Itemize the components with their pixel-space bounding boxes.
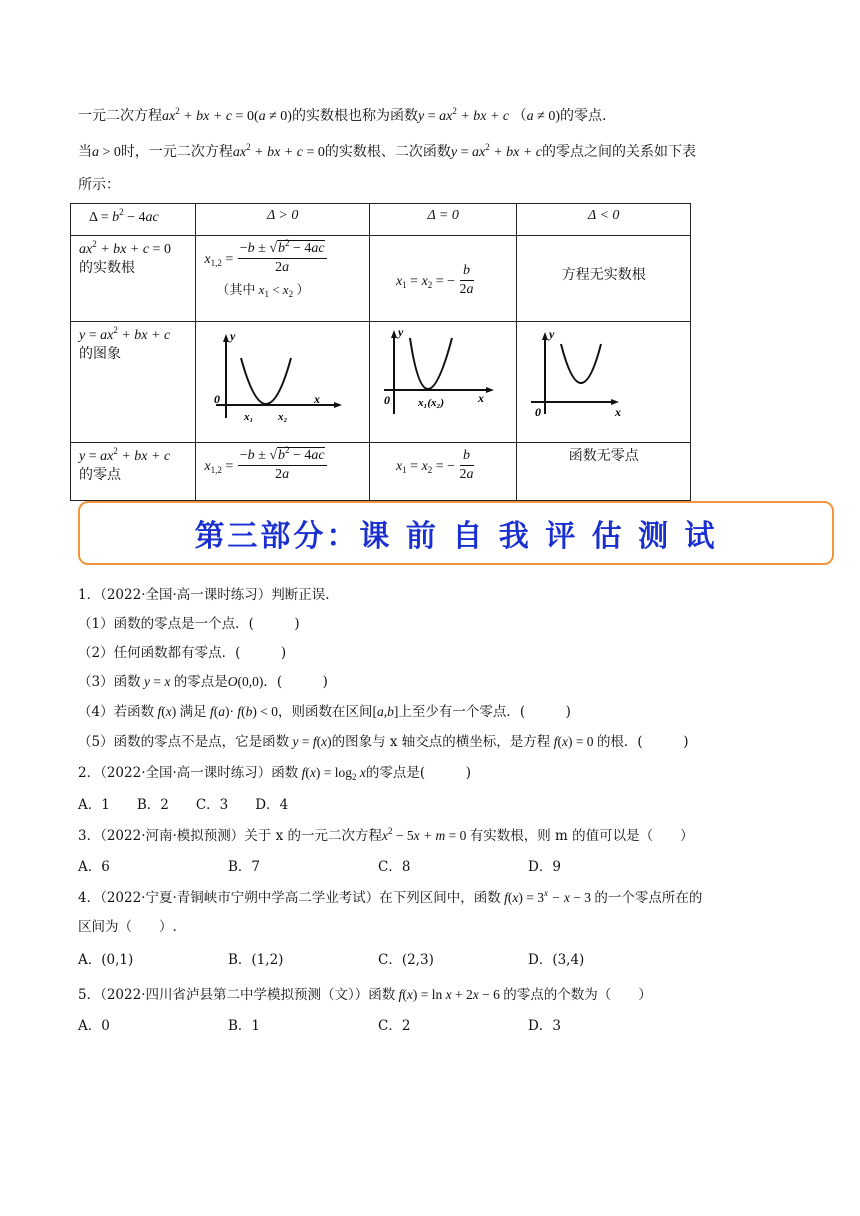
table-row-zeros bbox=[71, 443, 691, 501]
parabola-one-root-graph bbox=[370, 322, 516, 438]
q3-option-a: A．6 bbox=[78, 859, 110, 875]
intro-text: 的零点. bbox=[560, 108, 607, 124]
q1-title: 1．（2022·全国·高一课时练习）判断正误. bbox=[78, 587, 330, 603]
table-cell-roots-positive: $x_{1,2}$ = $\frac{-b \pm √b^2 - 4ac}{2a}$ （其中 $x_1 < x_2$ ） bbox=[196, 236, 370, 322]
table-cell-zeros-label: $y = ax^2$ + bx + c 的零点 bbox=[71, 443, 196, 501]
table-header-delta-zero: Δ = 0 bbox=[369, 204, 516, 236]
table-cell-zeros-negative: 函数无零点 bbox=[517, 443, 691, 501]
svg-text:0: 0 bbox=[383, 393, 390, 407]
table-cell-graph-no-root bbox=[517, 322, 691, 443]
intro-text: 时，一元二次方程 bbox=[120, 144, 233, 160]
table-row-graph bbox=[71, 322, 691, 443]
x-axis-arrow bbox=[334, 402, 342, 408]
intro-text: 当 bbox=[78, 144, 92, 160]
svg-text:x: x bbox=[477, 391, 484, 405]
q4-stem-cont: 区间为（ ）. bbox=[78, 919, 177, 935]
svg-text:0: 0 bbox=[214, 392, 221, 406]
intro-text: 一元二次方程 bbox=[78, 108, 162, 124]
y-axis-arrow bbox=[223, 334, 229, 342]
q5-option-c: C．2 bbox=[378, 1018, 411, 1034]
math-quadratic-eq: $ax^2$ + bx + c = 0 bbox=[232, 142, 325, 160]
svg-text:x: x bbox=[314, 392, 321, 406]
intro-line-1 bbox=[78, 106, 606, 127]
intro-text: 的零点之间的关系如下表 bbox=[542, 144, 697, 160]
y-axis-arrow bbox=[542, 332, 548, 340]
math-quadratic-fn: $y = ax^2$ + bx + c （a ≠ 0) bbox=[417, 106, 560, 124]
q3-option-d: D．9 bbox=[528, 859, 561, 875]
intro-text: 的实数根、二次函数 bbox=[324, 144, 451, 160]
q2-options: A．1 B．2 C．3 D．4 bbox=[78, 797, 289, 813]
table-cell-graph-label: $y = ax^2$ + bx + c 的图象 bbox=[71, 322, 196, 443]
svg-text:x₂: x₂ bbox=[278, 411, 288, 423]
q4-option-d: D．(3,4) bbox=[528, 952, 585, 968]
q3-option-c: C．8 bbox=[378, 859, 411, 875]
math-quadratic-eq: $ax^2$ + bx + c = 0(a ≠ 0) bbox=[162, 106, 292, 124]
math-quadratic-fn: $y = ax^2$ + bx + c bbox=[450, 142, 543, 160]
q1-item-3: （3）函数 y = x 的零点是O(0,0)．( ) bbox=[78, 674, 328, 690]
intro-line-2 bbox=[78, 142, 696, 163]
q4-option-c: C．(2,3) bbox=[378, 952, 434, 968]
q1-item-2: （2）任何函数都有零点．( ) bbox=[78, 645, 287, 661]
q5-stem: 5．（2022·四川省泸县第二中学模拟预测（文））函数 f(x) = ln x + 2x − 6 的零点的个数为（ ） bbox=[78, 987, 652, 1003]
q5-option-b: B．1 bbox=[228, 1018, 261, 1034]
svg-text:y: y bbox=[397, 325, 404, 339]
q1-item-4: （4）若函数 f(x) 满足 f(a)· f(b) < 0，则函数在区间[a,b]上至少有一个零点．( ) bbox=[78, 704, 571, 720]
svg-text:y: y bbox=[230, 329, 236, 343]
table-cell-graph-one-root bbox=[369, 322, 516, 443]
parabola-curve bbox=[410, 338, 452, 389]
table-row-roots bbox=[71, 236, 691, 322]
svg-text:y: y bbox=[549, 327, 555, 341]
q4-stem: 4．（2022·宁夏·青铜峡市宁朔中学高二学业考试）在下列区间中，函数 $f(x) = 3^x - x - 3$ 的一个零点所在的 bbox=[78, 888, 703, 906]
q5-option-a: A．0 bbox=[78, 1018, 110, 1034]
intro-text: 的实数根也称为函数 bbox=[291, 108, 418, 124]
parabola-curve bbox=[561, 344, 601, 383]
section-banner bbox=[78, 501, 834, 565]
q2-stem: 2．（2022·全国·高一课时练习）函数 $f(x) = \log_2 x$的零点是( ) bbox=[78, 765, 471, 782]
section-title: 第三部分：课 前 自 我 评 估 测 试 bbox=[194, 519, 718, 554]
table-cell-zeros-zero: $x_1 = x_2$ = − $\frac{b}{2a}$ bbox=[369, 443, 516, 501]
parabola-curve bbox=[241, 358, 291, 404]
parabola-no-root-graph bbox=[517, 322, 689, 438]
table-cell-roots-negative: 方程无实数根 bbox=[517, 236, 691, 322]
table-cell-roots-label: $ax^2$ + bx + c = 0 的实数根 bbox=[71, 236, 196, 322]
quadratic-relation-table bbox=[70, 203, 691, 501]
table-header-discriminant: $\Delta = b^2 - 4ac$ bbox=[71, 204, 196, 236]
q1-item-1: （1）函数的零点是一个点．( ) bbox=[78, 616, 300, 632]
x-axis-arrow bbox=[486, 387, 494, 393]
svg-text:x₁(x₂): x₁(x₂) bbox=[417, 397, 444, 409]
math-a-positive: a > 0 bbox=[92, 145, 121, 160]
intro-line-3: 所示： bbox=[78, 177, 120, 193]
parabola-two-roots-graph bbox=[196, 322, 368, 438]
table-cell-zeros-positive: $x_{1,2}$ = $\frac{-b \pm √b^2 - 4ac}{2a}$ bbox=[196, 443, 370, 501]
q1-item-5: （5）函数的零点不是点，它是函数 y = f(x)的图象与 x 轴交点的横坐标，是方程 f(x) = 0 的根．( ) bbox=[78, 734, 689, 750]
q5-option-d: D．3 bbox=[528, 1018, 561, 1034]
q4-option-b: B．(1,2) bbox=[228, 952, 284, 968]
q4-option-a: A．(0,1) bbox=[78, 952, 134, 968]
svg-text:x: x bbox=[615, 405, 622, 419]
q3-stem: 3．（2022·河南·模拟预测）关于 x 的一元二次方程$x^2 - 5x + m = 0$ 有实数根，则 m 的值可以是（ ） bbox=[78, 826, 694, 844]
table-header-delta-positive: Δ > 0 bbox=[196, 204, 370, 236]
svg-text:x₁: x₁ bbox=[244, 411, 254, 423]
y-axis-arrow bbox=[391, 330, 397, 338]
table-header-delta-negative: Δ < 0 bbox=[517, 204, 691, 236]
table-cell-roots-zero: $x_1 = x_2$ = − $\frac{b}{2a}$ bbox=[369, 236, 516, 322]
q3-option-b: B．7 bbox=[228, 859, 261, 875]
table-header-row bbox=[71, 204, 691, 236]
table-cell-graph-two-roots bbox=[196, 322, 370, 443]
svg-text:0: 0 bbox=[535, 405, 542, 419]
